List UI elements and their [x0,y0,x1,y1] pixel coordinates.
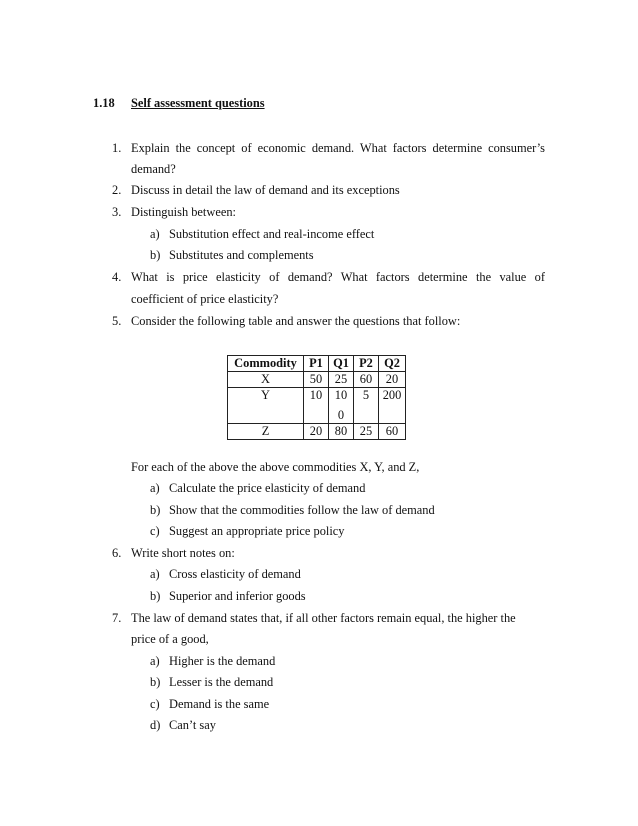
column-header: Q2 [379,356,406,372]
question-text: What is price elasticity of demand? What factors determine the value of [131,270,545,284]
table-cell: 10 [304,388,329,424]
option-text: Can’t say [169,718,216,732]
table-cell: 20 [379,372,406,388]
option-text: Lesser is the demand [169,675,274,689]
option-text: Show that the commodities follow the law of demand [169,503,435,517]
question-number: 2. [112,183,122,197]
table-cell: 20 [304,424,329,440]
table-cell: 25 [354,424,379,440]
option-text: Superior and inferior goods [169,589,306,603]
table-cell: 80 [329,424,354,440]
table-cell: 50 [304,372,329,388]
question-text: Write short notes on: [131,546,235,560]
cell-line: 10 [334,388,348,402]
table-header-row [228,356,406,372]
option-label: a) [150,227,160,241]
table-cell: 5 [354,388,379,424]
followup-text: For each of the above the above commodities X, Y, and Z, [131,460,420,474]
option-text: Suggest an appropriate price policy [169,524,345,538]
option-label: c) [150,524,160,538]
option-label: b) [150,503,161,517]
question-text: The law of demand states that, if all other factors remain equal, the higher the [131,611,516,625]
option-label: b) [150,589,161,603]
table-row [228,372,406,388]
cell-line-wrapped: 0 [337,408,345,422]
option-text: Higher is the demand [169,654,276,668]
question-number: 3. [112,205,122,219]
question-text-continued: price of a good, [131,632,209,646]
table-cell: 60 [354,372,379,388]
question-number: 5. [112,314,122,328]
commodity-table [227,355,406,440]
table-cell: 25 [329,372,354,388]
option-label: a) [150,567,160,581]
table-cell: 200 [379,388,406,424]
question-text: Discuss in detail the law of demand and its exceptions [131,183,400,197]
table-cell: X [228,372,304,388]
option-label: b) [150,248,161,262]
column-header: P2 [354,356,379,372]
option-text: Cross elasticity of demand [169,567,301,581]
table-row [228,388,406,424]
question-text: Consider the following table and answer the questions that follow: [131,314,461,328]
question-text-continued: demand? [131,162,176,176]
table-row [228,424,406,440]
section-heading [93,96,265,111]
column-header: Commodity [228,356,304,372]
section-title: Self assessment questions [131,96,265,110]
column-header: P1 [304,356,329,372]
table-cell [329,388,354,424]
option-label: a) [150,481,160,495]
option-label: b) [150,675,161,689]
question-number: 7. [112,611,122,625]
option-text: Calculate the price elasticity of demand [169,481,366,495]
question-number: 4. [112,270,122,284]
question-number: 6. [112,546,122,560]
question-text-continued: coefficient of price elasticity? [131,292,279,306]
question-number: 1. [112,141,122,155]
table-cell: Y [228,388,304,424]
section-number: 1.18 [93,96,115,110]
option-label: a) [150,654,160,668]
option-label: c) [150,697,160,711]
question-text: Explain the concept of economic demand. What factors determine consumer’s [131,141,545,155]
option-text: Substitutes and complements [169,248,314,262]
option-text: Substitution effect and real-income effect [169,227,375,241]
column-header: Q1 [329,356,354,372]
option-text: Demand is the same [169,697,270,711]
table-cell: Z [228,424,304,440]
question-text: Distinguish between: [131,205,236,219]
option-label: d) [150,718,161,732]
table-cell: 60 [379,424,406,440]
